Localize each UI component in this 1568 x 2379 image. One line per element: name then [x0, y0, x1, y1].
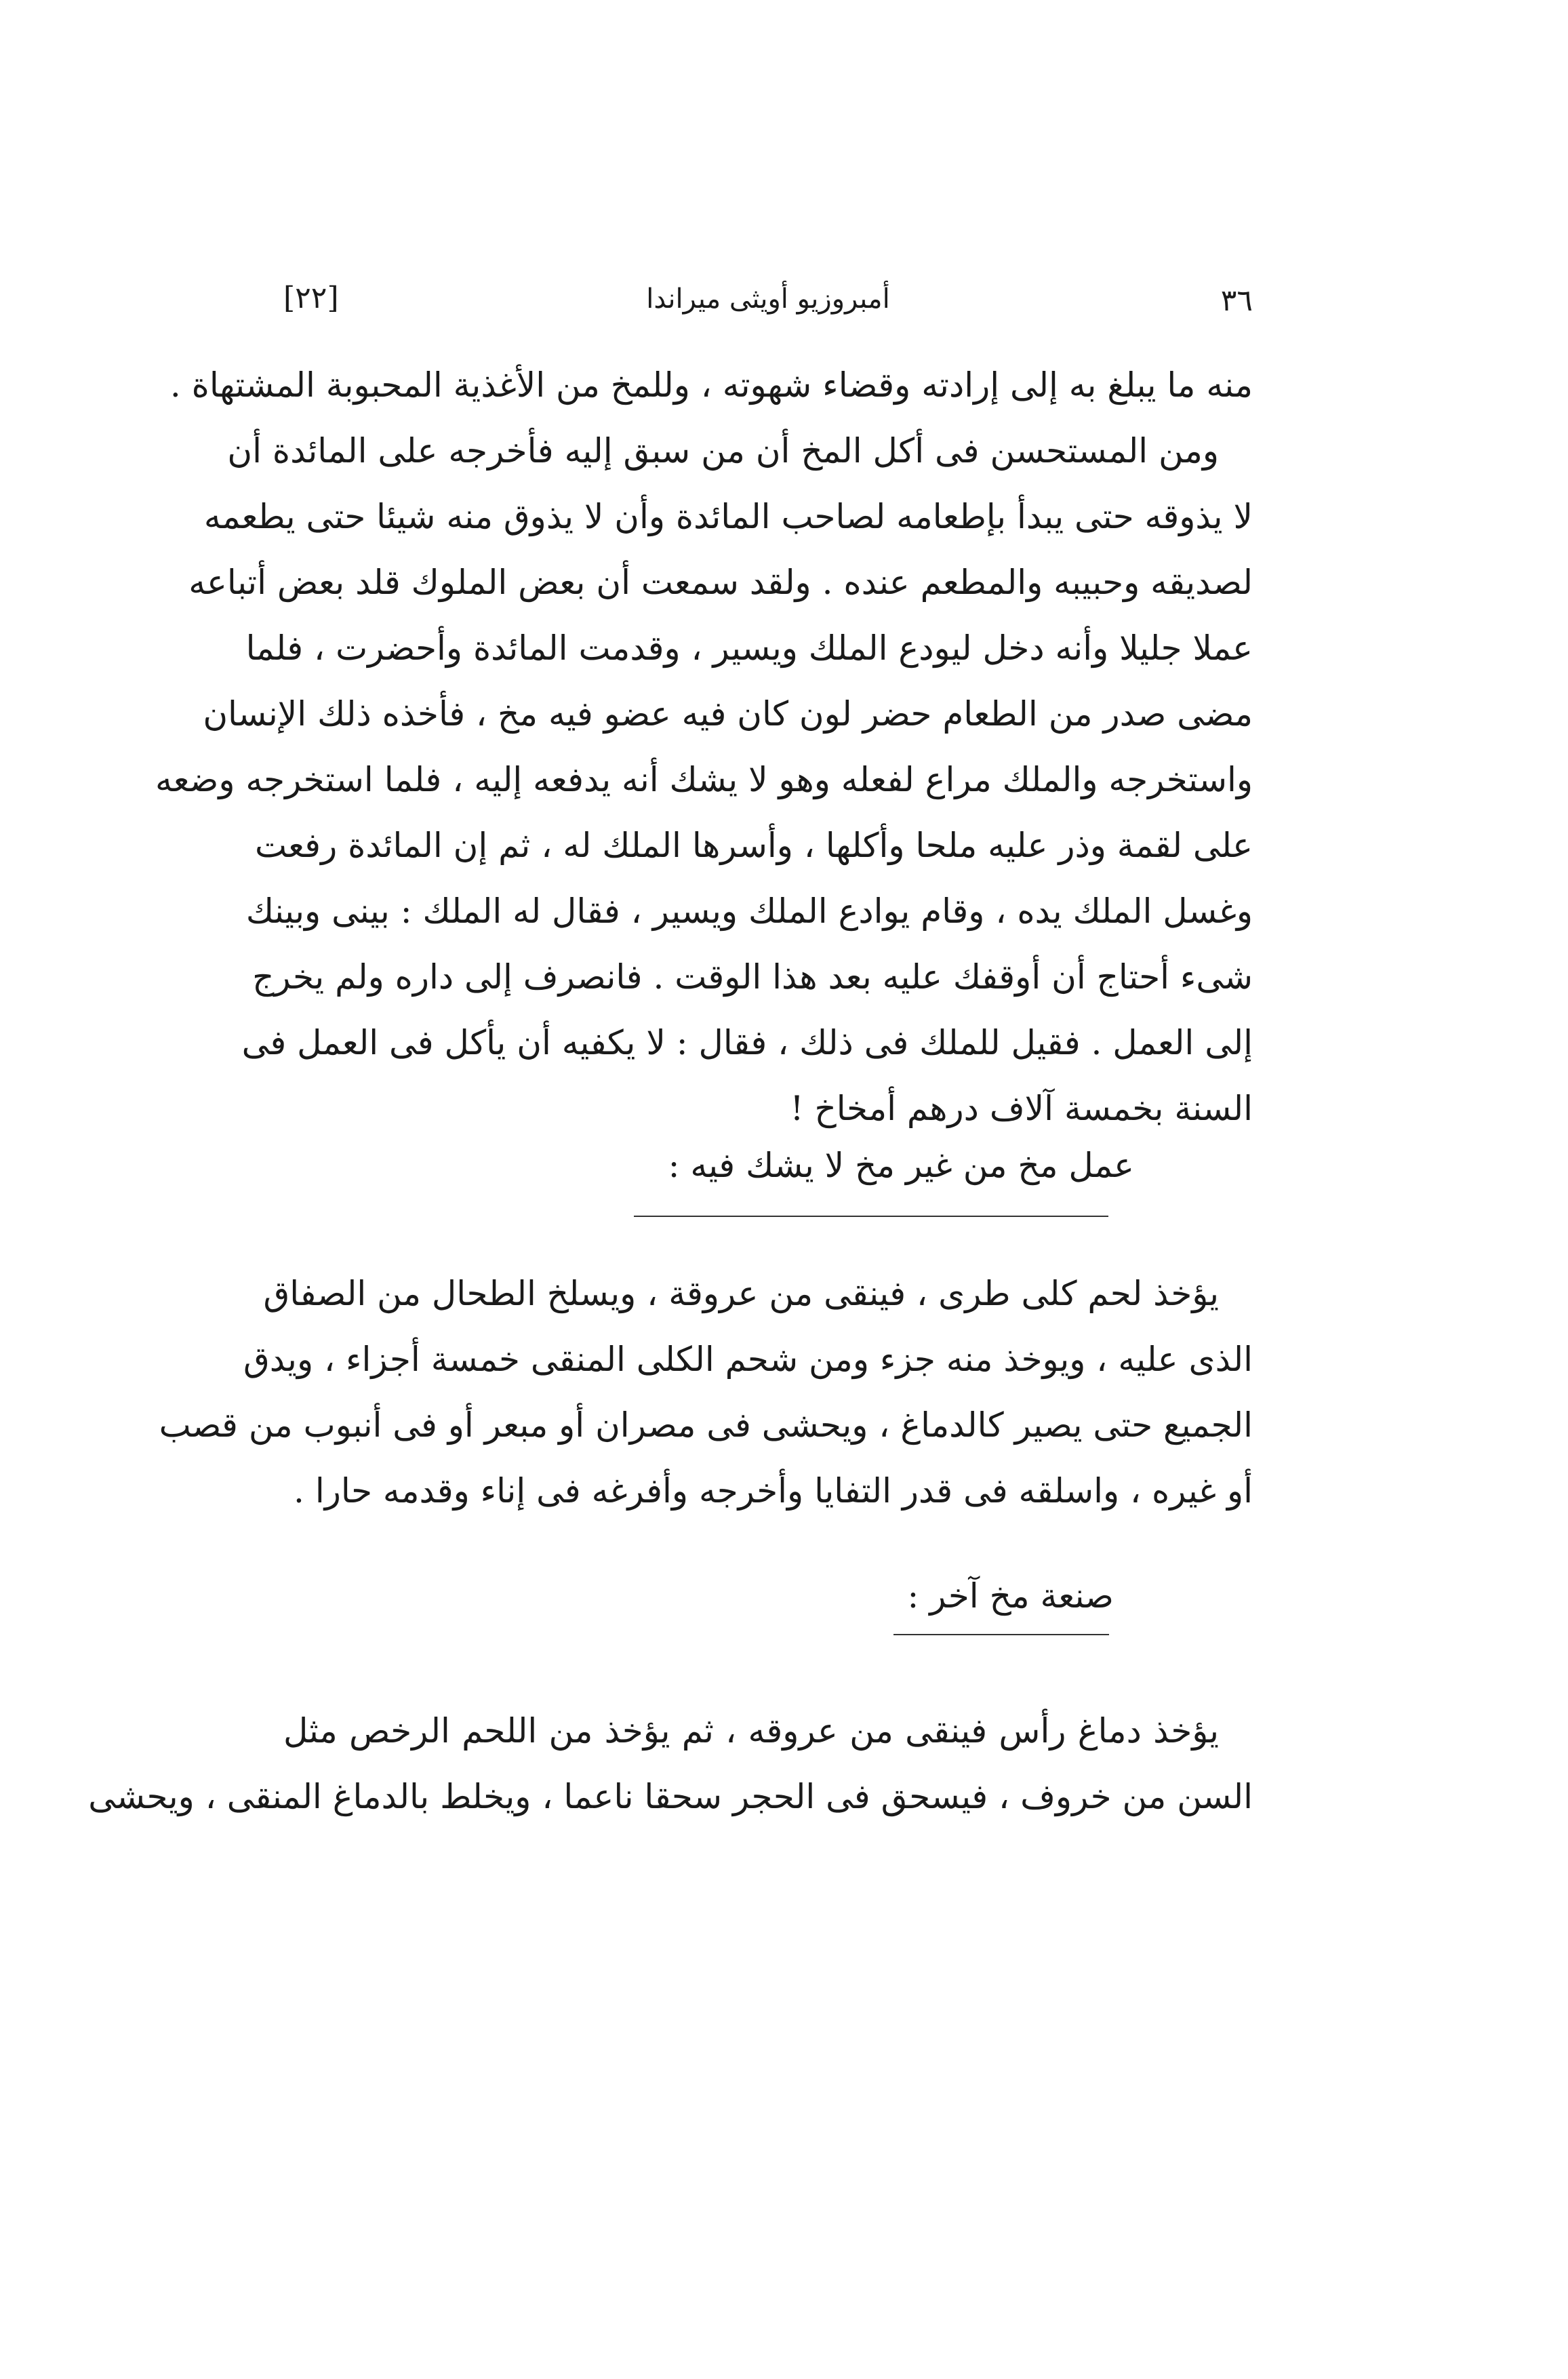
section-heading-another-brain: صنعة مخ آخر :: [907, 1576, 1114, 1616]
text-line: شىء أحتاج أن أوقفك عليه بعد هذا الوقت . فانصرف إلى داره ولم يخرج: [252, 957, 1253, 997]
paragraph-recipe-2: [88, 1698, 1253, 1830]
heading-underline: [634, 1216, 1108, 1217]
text-line: ومن المستحسن فى أكل المخ أن من سبق إليه فأخرجه على المائدة أن: [227, 431, 1219, 471]
text-line: يؤخذ لحم كلى طرى ، فينقى من عروقة ، ويسلخ الطحال من الصفاق: [263, 1274, 1219, 1313]
text-line: لا يذوقه حتى يبدأ بإطعامه لصاحب المائدة وأن لا يذوق منه شيئا حتى يطعمه: [203, 497, 1253, 536]
text-line: إلى العمل . فقيل للملك فى ذلك ، فقال : لا يكفيه أن يأكل فى العمل فى: [241, 1023, 1253, 1062]
text-line: يؤخذ دماغ رأس فينقى من عروقه ، ثم يؤخذ من اللحم الرخص مثل: [283, 1711, 1219, 1751]
heading-underline: [893, 1634, 1109, 1635]
page-header: [283, 278, 1253, 332]
text-line: واستخرجه والملك مراع لفعله وهو لا يشك أنه يدفعه إليه ، فلما استخرجه وضعه: [155, 760, 1253, 799]
text-line: وغسل الملك يده ، وقام يوادع الملك ويسير ، فقال له الملك : بينى وبينك: [245, 892, 1253, 931]
section-heading-fake-brain: عمل مخ من غير مخ لا يشك فيه :: [668, 1146, 1134, 1185]
folio-reference: [٢٢]: [283, 281, 339, 315]
paragraph-main: [155, 353, 1253, 1142]
text-line: على لقمة وذر عليه ملحا وأكلها ، وأسرها الملك له ، ثم إن المائدة رفعت: [254, 826, 1253, 865]
text-line: عملا جليلا وأنه دخل ليودع الملك ويسير ، وقدمت المائدة وأحضرت ، فلما: [245, 628, 1253, 668]
text-line: منه ما يبلغ به إلى إرادته وقضاء شهوته ، وللمخ من الأغذية المحبوبة المشتهاة .: [169, 365, 1253, 405]
text-line: مضى صدر من الطعام حضر لون كان فيه عضو فيه مخ ، فأخذه ذلك الإنسان: [203, 694, 1253, 734]
running-title: أمبروزيو أويثى ميراندا: [646, 283, 890, 315]
text-line: السن من خروف ، فيسحق فى الحجر سحقا ناعما ، ويخلط بالدماغ المنقى ، ويحشى: [88, 1777, 1253, 1816]
text-line: لصديقه وحبيبه والمطعم عنده . ولقد سمعت أن بعض الملوك قلد بعض أتباعه: [188, 563, 1253, 602]
text-line: أو غيره ، واسلقه فى قدر التفايا وأخرجه وأفرغه فى إناء وقدمه حارا .: [294, 1471, 1253, 1511]
page-number: ٣٦: [1220, 283, 1253, 318]
text-line: الجميع حتى يصير كالدماغ ، ويحشى فى مصران أو مبعر أو فى أنبوب من قصب: [159, 1405, 1253, 1445]
text-line: الذى عليه ، ويوخذ منه جزء ومن شحم الكلى المنقى خمسة أجزاء ، ويدق: [243, 1340, 1253, 1379]
paragraph-recipe-1: [159, 1261, 1253, 1524]
text-line: السنة بخمسة آلاف درهم أمخاخ !: [790, 1089, 1253, 1128]
